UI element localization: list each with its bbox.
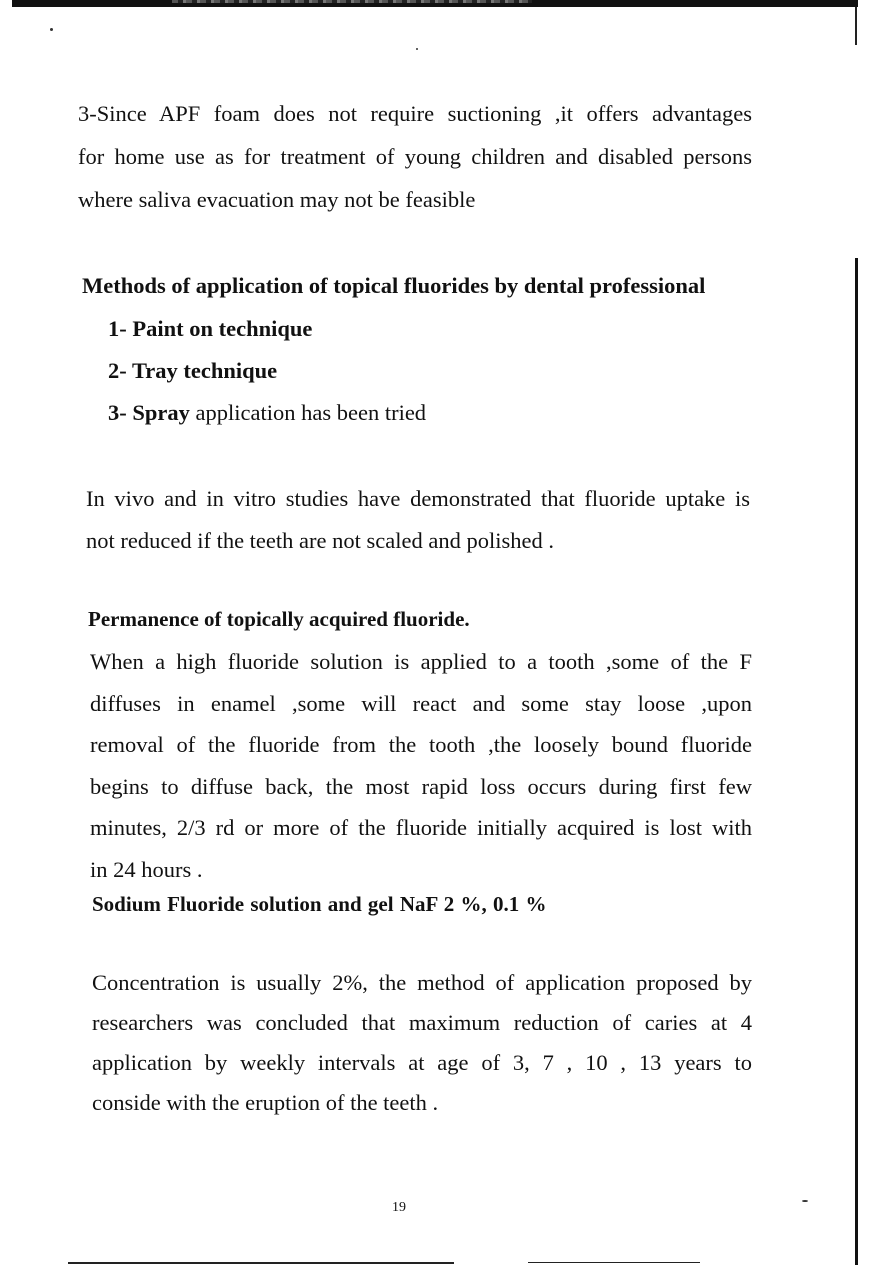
list-item [108,392,426,434]
text-line: begins to diffuse back, the most rapid loss occurs during first few [90,773,752,799]
text-line: When a high fluoride solution is applied to a tooth ,some of the F [90,649,752,674]
scan-edge-line [855,258,858,1265]
list-item-label: 2- Tray technique [108,358,278,383]
text-line: In vivo and in vitro studies have demonstrated that fluoride uptake is [86,486,750,511]
list-item-label: 3- Spray [108,400,190,425]
permanence-heading: Permanence of topically acquired fluoride. [88,607,470,631]
text-line: application by weekly intervals at age of 3, 7 , 10 , 13 years to [92,1050,752,1075]
scan-bottom-line [68,1262,454,1264]
scan-bottom-line [528,1262,700,1263]
sodium-paragraph [92,963,752,1123]
text-line: not reduced if the teeth are not scaled and polished . [86,528,554,553]
methods-heading: Methods of application of topical fluorides by dental professional [82,273,706,298]
scan-speck [50,28,53,31]
page-number: 19 [392,1200,406,1215]
methods-list [108,308,426,434]
scan-edge-line [855,7,857,45]
text-line: researchers was concluded that maximum reduction of caries at 4 [92,1010,752,1035]
scan-top-border [12,0,858,7]
text-line: diffuses in enamel ,some will react and some stay loose ,upon [90,690,752,716]
text-line: Concentration is usually 2%, the method of application proposed by [92,970,752,995]
intro-paragraph [78,92,752,221]
text-line: for home use as for treatment of young children and disabled persons [78,144,752,169]
scan-speck [416,48,418,50]
text-line: removal of the fluoride from the tooth ,the loosely bound fluoride [90,732,752,757]
list-item-suffix: application has been tried [189,400,427,425]
list-item [108,308,426,350]
scan-speck [802,1200,808,1202]
sodium-heading: Sodium Fluoride solution and gel NaF 2 %, 0.1 % [92,892,547,916]
text-line: minutes, 2/3 rd or more of the fluoride initially acquired is lost with [90,815,752,840]
studies-paragraph [86,478,750,562]
text-line: in 24 hours . [90,856,203,882]
text-line: conside with the eruption of the teeth . [92,1090,439,1115]
list-item [108,350,426,392]
permanence-paragraph [90,641,752,890]
text-line: 3-Since APF foam does not require suctioning ,it offers advantages [78,101,752,126]
list-item-label: 1- Paint on technique [108,316,313,341]
text-line: where saliva evacuation may not be feasible [78,187,476,212]
